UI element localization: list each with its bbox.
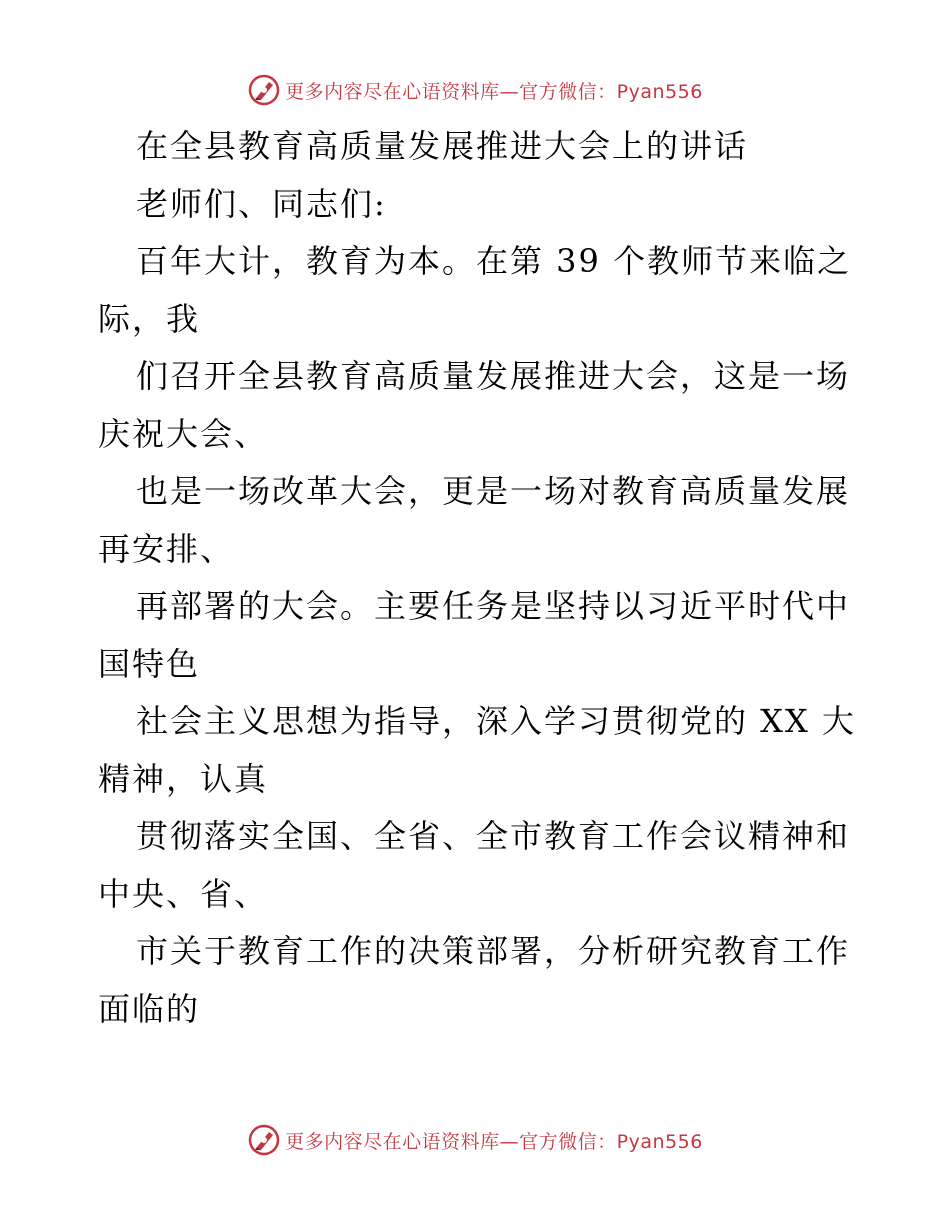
paragraph-line: 再安排、 — [98, 529, 235, 568]
paragraph-line: 再部署的大会。主要任务是坚持以习近平时代中 — [136, 587, 851, 625]
salutation: 老师们、同志们: — [136, 184, 387, 223]
paragraph-line: 际，我 — [98, 299, 201, 338]
document-title: 在全县教育高质量发展推进大会上的讲话 — [136, 127, 749, 165]
watermark-text: 更多内容尽在心语资料库—官方微信：Pyan556 — [285, 80, 703, 103]
paragraph-line: 社会主义思想为指导，深入学习贯彻党的 XX 大 — [136, 702, 856, 740]
paragraph-line: 国特色 — [98, 644, 201, 683]
paragraph-line: 贯彻落实全国、全省、全市教育工作会议精神和 — [136, 817, 851, 855]
paragraph-line: 们召开全县教育高质量发展推进大会，这是一场 — [136, 357, 851, 395]
paragraph-line: 庆祝大会、 — [98, 414, 269, 453]
document-body — [98, 118, 858, 1038]
pen-emblem-logo-icon — [247, 73, 281, 107]
paragraph-line: 也是一场改革大会，更是一场对教育高质量发展 — [136, 472, 851, 510]
paragraph-line: 精神，认真 — [98, 759, 269, 798]
watermark-header — [0, 70, 950, 110]
paragraph-line: 面临的 — [98, 989, 201, 1028]
paragraph-line: 中央、省、 — [98, 874, 269, 913]
watermark-footer — [0, 1120, 950, 1160]
pen-emblem-logo-icon — [247, 1123, 281, 1157]
paragraph-line: 百年大计，教育为本。在第 39 个教师节来临之 — [136, 242, 852, 280]
paragraph-line: 市关于教育工作的决策部署，分析研究教育工作 — [136, 932, 851, 970]
watermark-text: 更多内容尽在心语资料库—官方微信：Pyan556 — [285, 1130, 703, 1153]
